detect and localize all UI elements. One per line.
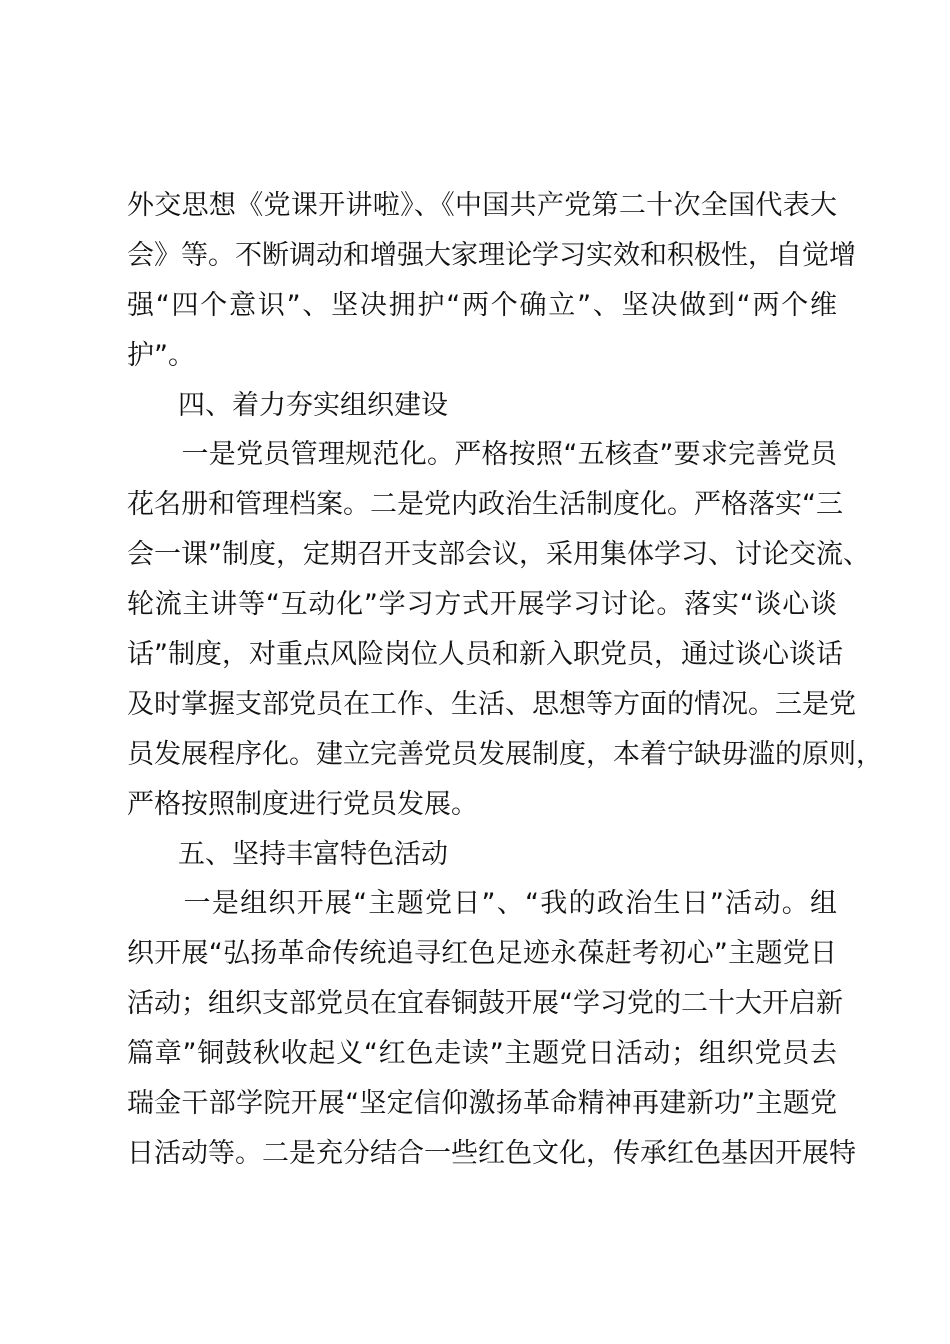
section-heading: 五、坚持丰富特色活动 bbox=[178, 839, 448, 870]
paragraph-line: 员发展程序化。建立完善党员发展制度，本着宁缺毋滥的原则， bbox=[127, 739, 883, 770]
paragraph-line: 及时掌握支部党员在工作、生活、思想等方面的情况。三是党 bbox=[127, 689, 856, 720]
section-heading: 四、着力夯实组织建设 bbox=[178, 390, 448, 421]
paragraph-line: 护”。 bbox=[127, 340, 195, 371]
paragraph-line: 活动；组织支部党员在宜春铜鼓开展“学习党的二十大开启新 bbox=[127, 988, 843, 1019]
paragraph-line: 一是组织开展“主题党日”、“我的政治生日”活动。组 bbox=[127, 888, 837, 919]
paragraph-line: 强“四个意识”、坚决拥护“两个确立”、坚决做到“两个维 bbox=[127, 290, 837, 321]
paragraph-line: 花名册和管理档案。二是党内政治生活制度化。严格落实“三 bbox=[127, 489, 843, 520]
paragraph-line: 轮流主讲等“互动化”学习方式开展学习讨论。落实“谈心谈 bbox=[127, 589, 837, 620]
paragraph-line: 织开展“弘扬革命传统追寻红色足迹永葆赶考初心”主题党日 bbox=[127, 938, 837, 969]
paragraph-line: 会一课”制度，定期召开支部会议，采用集体学习、讨论交流、 bbox=[127, 539, 870, 570]
paragraph-line: 话”制度，对重点风险岗位人员和新入职党员，通过谈心谈话 bbox=[127, 639, 843, 670]
paragraph-line: 外交思想《党课开讲啦》、《中国共产党第二十次全国代表大 bbox=[127, 190, 837, 221]
paragraph-line: 瑞金干部学院开展“坚定信仰激扬革命精神再建新功”主题党 bbox=[127, 1088, 837, 1119]
paragraph-line: 篇章”铜鼓秋收起义“红色走读”主题党日活动；组织党员去 bbox=[127, 1038, 837, 1069]
paragraph-line: 日活动等。二是充分结合一些红色文化，传承红色基因开展特 bbox=[127, 1138, 856, 1169]
paragraph-line: 一是党员管理规范化。严格按照“五核查”要求完善党员 bbox=[127, 439, 837, 470]
paragraph-line: 严格按照制度进行党员发展。 bbox=[127, 789, 478, 820]
paragraph-line: 会》等。不断调动和增强大家理论学习实效和积极性，自觉增 bbox=[127, 240, 856, 271]
